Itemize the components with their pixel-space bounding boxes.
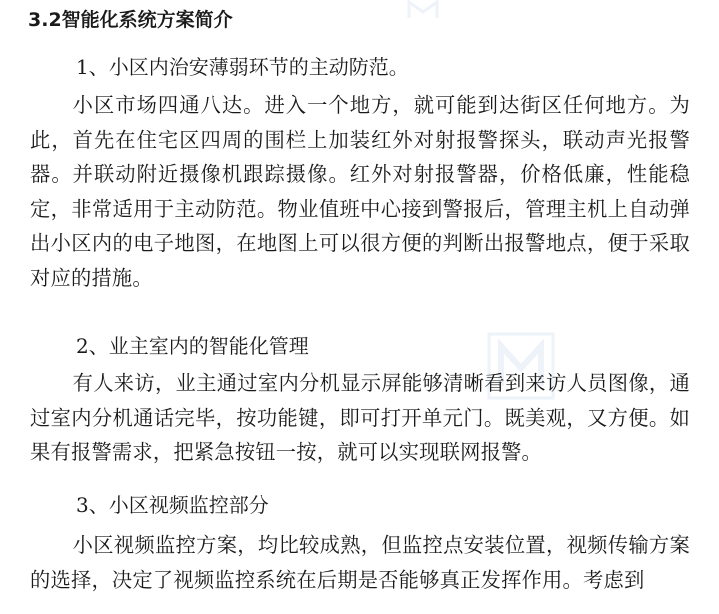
item-1-body: 小区市场四通八达。进入一个地方，就可能到达街区任何地方。为此，首先在住宅区四周的围栏上加装红外对射报警探头，联动声光报警器。并联动附近摄像机跟踪摄像。红外对射报警器，价格低廉，性能稳定，非常适用于主动防范。物业值班中心接到警报后，管理主机上自动弹出小区内的电子地图，在地图上可以很方便的判断出报警地点，便于采取对应的措施。 bbox=[30, 93, 690, 290]
watermark-logo-icon bbox=[405, 0, 441, 18]
item-2-title: 2、业主室内的智能化管理 bbox=[76, 334, 309, 358]
item-2-body: 有人来访，业主通过室内分机显示屏能够清晰看到来访人员图像，通过室内分机通话完毕，按功能键，即可打开单元门。既美观，又方便。如果有报警需求，把紧急按钮一按，就可以实现联网报警。 bbox=[30, 371, 690, 465]
section-heading: 3.2智能化系统方案简介 bbox=[28, 9, 233, 31]
item-3-title: 3、小区视频监控部分 bbox=[76, 493, 269, 517]
item-3-body: 小区视频监控方案，均比较成熟，但监控点安装位置，视频传输方案的选择，决定了视频监控系统在后期是否能够真正发挥作用。考虑到 bbox=[30, 533, 690, 592]
item-1-title: 1、小区内治安薄弱环节的主动防范。 bbox=[76, 55, 409, 79]
